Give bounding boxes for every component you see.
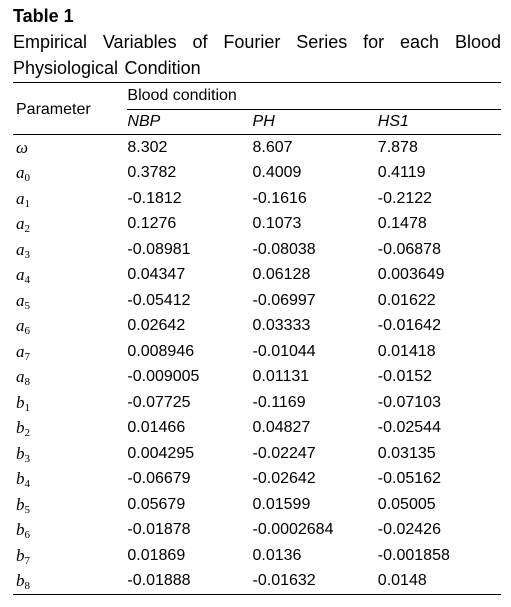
parameter-symbol [16, 189, 30, 208]
parameter-symbol-base: a [16, 163, 25, 183]
parameter-symbol-base: b [16, 418, 25, 438]
value-cell-ph: 0.01131 [252, 368, 310, 386]
table-row [13, 314, 501, 340]
parameter-symbol [16, 291, 30, 310]
value-cell-nbp: 0.01466 [127, 419, 186, 437]
value-cell-ph: -0.0002684 [252, 521, 334, 539]
value-cell-hs1: 7.878 [377, 138, 418, 156]
value-cell-ph: -0.01044 [252, 342, 316, 360]
parameter-symbol-base: b [16, 571, 25, 591]
parameter-symbol-subscript: 4 [24, 478, 30, 491]
value-cell-ph: 0.1073 [252, 215, 302, 233]
parameter-symbol-base: b [16, 469, 25, 489]
value-cell-nbp: -0.01878 [127, 521, 191, 539]
value-cell-nbp: -0.1812 [127, 189, 182, 207]
value-cell-ph: -0.1616 [252, 189, 307, 207]
value-cell-hs1: -0.0152 [377, 368, 433, 386]
parameter-cell [13, 492, 127, 518]
parameter-symbol-subscript: 8 [24, 580, 30, 593]
parameter-symbol [16, 342, 30, 361]
parameter-symbol-base: a [16, 367, 25, 387]
value-cell-ph: 0.04827 [252, 419, 311, 437]
value-cell-ph: 0.0136 [252, 546, 302, 564]
parameter-symbol-subscript: 4 [24, 274, 30, 287]
table-row [13, 365, 501, 391]
parameter-cell [13, 135, 127, 161]
parameter-symbol-base: a [16, 341, 25, 361]
value-cell-nbp: -0.07725 [127, 393, 191, 411]
parameter-cell [13, 339, 127, 365]
value-cell-hs1: -0.2122 [377, 189, 433, 207]
parameter-symbol-base: ω [16, 137, 29, 157]
parameter-cell [13, 390, 127, 416]
parameter-symbol-subscript: 5 [24, 503, 30, 516]
table-row [13, 518, 501, 544]
value-cell-hs1: -0.01642 [377, 317, 441, 335]
column-header-ph: PH [253, 110, 378, 135]
parameter-symbol [16, 316, 30, 338]
table-row [13, 467, 501, 493]
parameter-symbol-base: b [16, 520, 25, 540]
value-cell-hs1: -0.001858 [377, 546, 450, 564]
table-row [13, 263, 501, 289]
parameter-cell [13, 441, 127, 467]
table-row [13, 416, 501, 442]
parameter-cell [13, 518, 127, 544]
value-cell-nbp: 8.302 [127, 138, 168, 156]
value-cell-ph: -0.02247 [252, 444, 316, 462]
parameter-symbol [16, 393, 30, 412]
parameter-symbol-subscript: 8 [24, 376, 30, 389]
value-cell-nbp: 0.008946 [127, 342, 195, 360]
table-row [13, 543, 501, 569]
column-header-hs1: HS1 [378, 110, 501, 135]
parameter-symbol-base: a [16, 214, 25, 234]
value-cell-nbp: 0.004295 [127, 444, 195, 462]
parameter-cell [13, 467, 127, 493]
column-header-nbp: NBP [127, 110, 252, 135]
value-cell-ph: 0.06128 [252, 266, 311, 284]
parameter-symbol [16, 418, 30, 440]
parameter-cell [13, 416, 127, 442]
parameter-cell [13, 569, 127, 595]
parameter-symbol-subscript: 7 [24, 554, 30, 567]
parameter-cell [13, 314, 127, 340]
value-cell-hs1: -0.07103 [377, 393, 441, 411]
parameter-cell [13, 237, 127, 263]
value-cell-hs1: 0.03135 [377, 444, 436, 462]
parameter-symbol-subscript: 0 [24, 172, 30, 185]
fourier-variables-table [13, 82, 501, 595]
parameter-symbol-base: a [16, 265, 25, 285]
value-cell-hs1: -0.06878 [377, 240, 441, 258]
value-cell-nbp: -0.08981 [127, 240, 191, 258]
table-row [13, 441, 501, 467]
parameter-symbol-subscript: 6 [24, 529, 30, 542]
value-cell-hs1: 0.1478 [377, 215, 427, 233]
value-cell-hs1: 0.4119 [377, 164, 426, 182]
value-cell-hs1: -0.02544 [377, 419, 441, 437]
parameter-symbol-base: a [16, 188, 25, 208]
parameter-cell [13, 263, 127, 289]
value-cell-ph: -0.01632 [253, 569, 378, 595]
value-cell-nbp: 0.01869 [127, 546, 186, 564]
value-cell-hs1: 0.05005 [377, 495, 436, 513]
parameter-symbol [16, 367, 30, 389]
parameter-symbol-base: a [16, 316, 25, 336]
parameter-symbol-subscript: 1 [24, 197, 30, 210]
parameter-symbol-subscript: 3 [24, 248, 30, 261]
value-cell-nbp: 0.05679 [127, 495, 186, 513]
value-cell-ph: 0.03333 [252, 317, 311, 335]
value-cell-nbp: 0.02642 [127, 317, 186, 335]
parameter-cell [13, 543, 127, 569]
value-cell-hs1: 0.003649 [377, 266, 445, 284]
parameter-cell [13, 288, 127, 314]
parameter-symbol [16, 546, 30, 565]
table-row [13, 135, 501, 161]
table-row [13, 339, 501, 365]
parameter-cell [13, 365, 127, 391]
parameter-symbol-base: a [16, 290, 25, 310]
value-cell-ph: -0.1169 [252, 393, 306, 411]
value-cell-hs1: 0.0148 [378, 569, 501, 595]
value-cell-nbp: -0.009005 [127, 368, 200, 386]
parameter-symbol-base: b [16, 443, 25, 463]
value-cell-nbp: 0.04347 [127, 266, 186, 284]
parameter-symbol-base: b [16, 545, 25, 565]
value-cell-nbp: -0.05412 [127, 291, 191, 309]
value-cell-ph: -0.06997 [252, 291, 316, 309]
parameter-symbol [16, 265, 30, 287]
header-row-group [13, 83, 501, 110]
value-cell-ph: 0.01599 [252, 495, 311, 513]
table-body [13, 135, 501, 595]
table-row [13, 288, 501, 314]
table-row [13, 161, 501, 187]
parameter-symbol-base: b [16, 392, 25, 412]
table-row [13, 186, 501, 212]
parameter-symbol-subscript: 7 [24, 350, 30, 363]
parameter-symbol [16, 138, 28, 157]
parameter-symbol [16, 495, 30, 514]
table-label: Table 1 [13, 6, 74, 26]
table-row [13, 492, 501, 518]
value-cell-ph: -0.02642 [252, 470, 316, 488]
parameter-symbol [16, 571, 30, 593]
parameter-symbol-subscript: 2 [24, 427, 30, 440]
parameter-symbol-subscript: 6 [24, 325, 30, 338]
parameter-cell [13, 161, 127, 187]
parameter-symbol [16, 214, 30, 236]
table-row [13, 237, 501, 263]
table-row [13, 390, 501, 416]
value-cell-nbp: 0.1276 [127, 215, 177, 233]
value-cell-hs1: 0.01418 [377, 342, 436, 360]
parameter-symbol [16, 240, 30, 259]
table-caption: Empirical Variables of Fourier Series for each Blood Physiological Condition [13, 32, 501, 78]
blood-condition-header: Blood condition [127, 83, 501, 110]
value-cell-nbp: 0.3782 [127, 164, 177, 182]
value-cell-nbp: -0.06679 [127, 470, 191, 488]
table-row [13, 212, 501, 238]
parameter-symbol-subscript: 2 [24, 223, 30, 236]
value-cell-ph: 8.607 [252, 138, 293, 156]
parameter-header: Parameter [13, 83, 127, 135]
parameter-symbol-subscript: 5 [24, 299, 30, 312]
parameter-symbol-base: b [16, 494, 25, 514]
table-row [13, 569, 501, 595]
value-cell-ph: 0.4009 [252, 164, 302, 182]
parameter-symbol [16, 520, 30, 542]
parameter-cell [13, 212, 127, 238]
value-cell-hs1: 0.01622 [377, 291, 436, 309]
parameter-symbol [16, 469, 30, 491]
parameter-symbol [16, 163, 30, 185]
value-cell-hs1: -0.05162 [377, 470, 441, 488]
value-cell-hs1: -0.02426 [377, 521, 441, 539]
parameter-cell [13, 186, 127, 212]
parameter-symbol-subscript: 3 [24, 452, 30, 465]
parameter-symbol [16, 444, 30, 463]
parameter-symbol-subscript: 1 [24, 401, 30, 414]
parameter-symbol-base: a [16, 239, 25, 259]
value-cell-ph: -0.08038 [252, 240, 316, 258]
value-cell-nbp: -0.01888 [127, 569, 252, 595]
